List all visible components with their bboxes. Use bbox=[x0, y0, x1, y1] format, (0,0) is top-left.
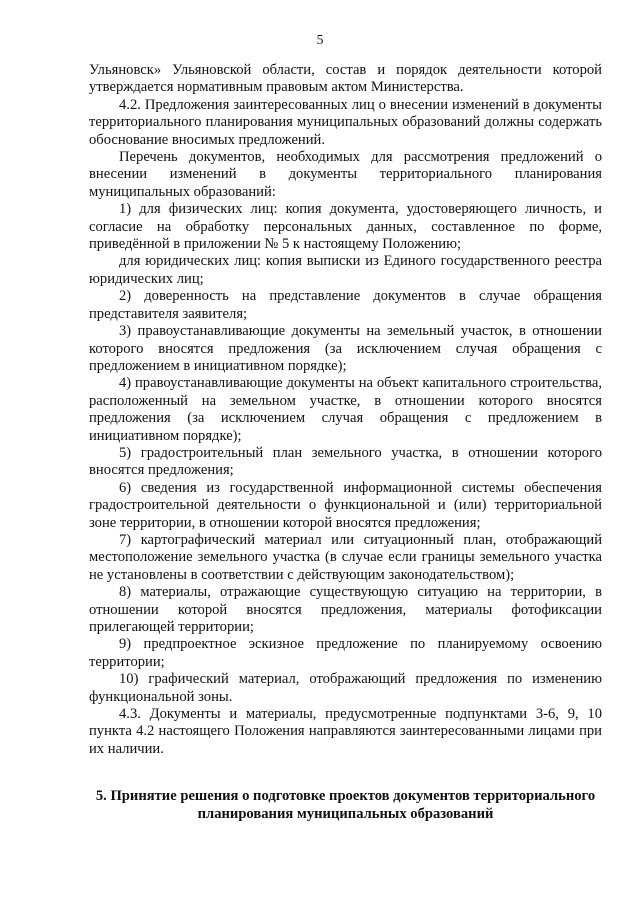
list-item-1-legal-entities: для юридических лиц: копия выписки из Единого государственного реестра юридических лиц; bbox=[89, 253, 602, 287]
document-body bbox=[89, 62, 602, 823]
list-item-5: 5) градостроительный план земельного участка, в отношении которого вносятся предложения; bbox=[89, 444, 602, 479]
list-item-4: 4) правоустанавливающие документы на объект капитального строительства, расположенный на земельном участке, в отношении которого вносятся предложения (за исключением случая обращения с предложением в инициативном порядке); bbox=[89, 375, 602, 444]
paragraph-4-2: 4.2. Предложения заинтересованных лиц о внесении изменений в документы территориального планирования муниципальных образований должны содержать обоснование вносимых предложений. bbox=[89, 96, 602, 148]
page-number: 5 bbox=[316, 32, 324, 47]
paragraph-continuation: Ульяновск» Ульяновской области, состав и порядок деятельности которой утверждается нормативным правовым актом Министерства. bbox=[89, 62, 602, 96]
list-item-3: 3) правоустанавливающие документы на земельный участок, в отношении которого вносятся предложения (за исключением случая обращения с предложением в инициативном порядке); bbox=[89, 323, 602, 374]
list-item-7: 7) картографический материал или ситуационный план, отображающий местоположение земельного участка (в случае если границы земельного участка не установлены в соответствии с действующим законодательством); bbox=[89, 531, 602, 583]
section-heading: 5. Принятие решения о подготовке проектов документов территориального планирования муниципальных образований bbox=[95, 788, 596, 822]
list-item-9: 9) предпроектное эскизное предложение по планируемому освоению территории; bbox=[89, 636, 602, 670]
list-item-2: 2) доверенность на представление документов в случае обращения представителя заявителя; bbox=[89, 288, 602, 322]
list-item-6: 6) сведения из государственной информационной системы обеспечения градостроительной деятельности о функциональной и (или) территориальной зоне территории, в отношении которой вносятся предложения; bbox=[89, 479, 602, 531]
list-item-8: 8) материалы, отражающие существующую ситуацию на территории, в отношении которой вносятся предложения, материалы фотофиксации прилегающей территории; bbox=[89, 584, 602, 635]
list-item-10: 10) графический материал, отображающий предложения по изменению функциональной зоны. bbox=[89, 671, 602, 705]
list-item-1-individuals: 1) для физических лиц: копия документа, удостоверяющего личность, и согласие на обработку персональных данных, составленное по форме, приведённой в приложении № 5 к настоящему Положению; bbox=[89, 201, 602, 253]
paragraph-documents-list-intro: Перечень документов, необходимых для рассмотрения предложений о внесении изменений в документы территориального планирования муниципальных образований: bbox=[89, 149, 602, 200]
paragraph-4-3: 4.3. Документы и материалы, предусмотренные подпунктами 3-6, 9, 10 пункта 4.2 настоящего Положения направляются заинтересованными лицами при их наличии. bbox=[89, 706, 602, 757]
